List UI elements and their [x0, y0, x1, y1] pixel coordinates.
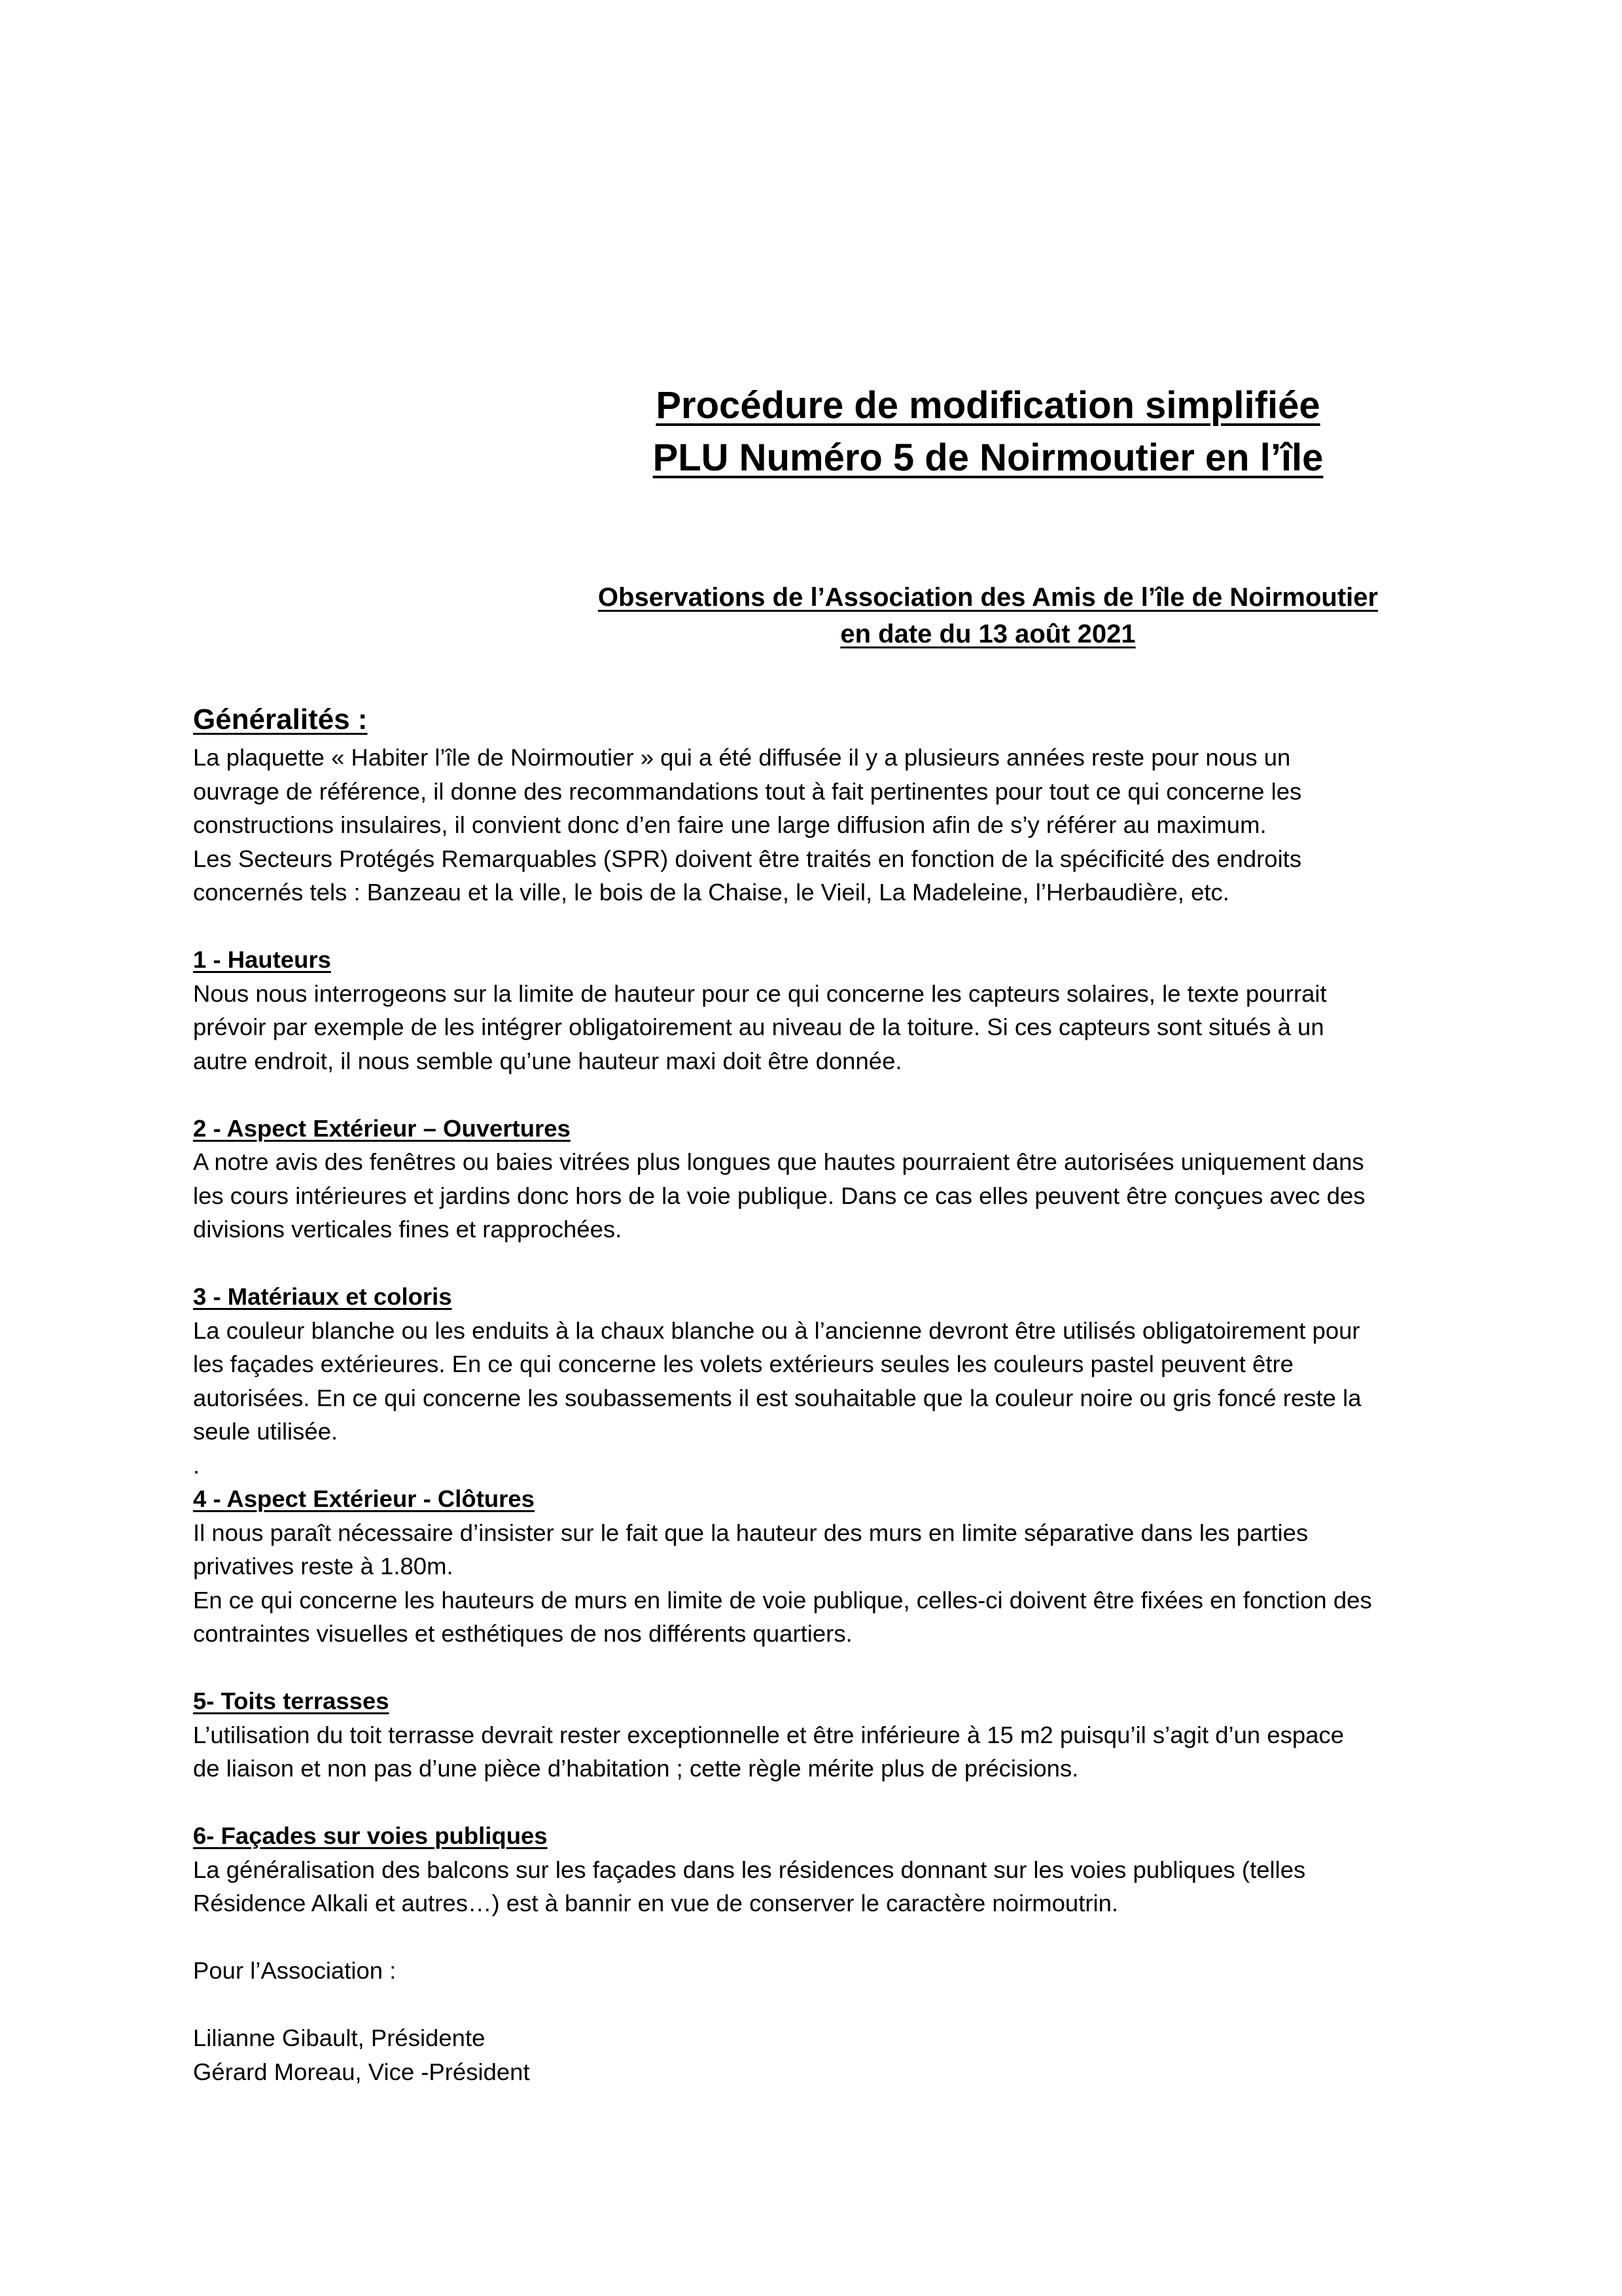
document-subtitle — [550, 579, 1426, 652]
paragraph-line: L’utilisation du toit terrasse devrait rester exceptionnelle et être inférieure à 15 m2 puisqu’il s’agit d’un espace — [193, 1721, 1345, 1748]
section-heading: 5- Toits terrasses — [193, 1687, 389, 1714]
section-toits-terrasses — [193, 1684, 1462, 1786]
section-ouvertures — [193, 1112, 1462, 1246]
paragraph-line: autorisées. En ce qui concerne les soubassements il est souhaitable que la couleur noire ou gris foncé reste la — [193, 1384, 1362, 1411]
paragraph-line: les façades extérieures. En ce qui concerne les volets extérieurs seules les couleurs pastel peuvent être — [193, 1351, 1294, 1377]
paragraph-line: prévoir par exemple de les intégrer obligatoirement au niveau de la toiture. Si ces capteurs sont situés à un — [193, 1014, 1324, 1040]
paragraph-line: contraintes visuelles et esthétiques de nos différents quartiers. — [193, 1620, 853, 1647]
paragraph-line: A notre avis des fenêtres ou baies vitrées plus longues que hautes pourraient être autorisées uniquement dans — [193, 1148, 1364, 1175]
paragraph-line: Nous nous interrogeons sur la limite de hauteur pour ce qui concerne les capteurs solaires, le texte pourrait — [193, 980, 1327, 1007]
section-heading: 3 - Matériaux et coloris — [193, 1283, 452, 1310]
section-materiaux — [193, 1280, 1462, 1482]
paragraph-line: divisions verticales fines et rapprochées. — [193, 1216, 622, 1243]
paragraph-line: La plaquette « Habiter l’île de Noirmoutier » qui a été diffusée il y a plusieurs années reste pour nous un — [193, 744, 1291, 771]
section-clotures — [193, 1482, 1462, 1651]
generalites-section — [193, 700, 1462, 910]
document-title — [628, 380, 1348, 484]
section-hauteurs — [193, 943, 1462, 1078]
paragraph-line: constructions insulaires, il convient donc d’en faire une large diffusion afin de s’y référer au maximum. — [193, 811, 1267, 838]
paragraph-line: privatives reste à 1.80m. — [193, 1553, 453, 1580]
section-facades — [193, 1819, 1462, 1920]
generalites-heading: Généralités : — [193, 703, 368, 735]
paragraph-line: La généralisation des balcons sur les façades dans les résidences donnant sur les voies publiques (telles — [193, 1856, 1306, 1883]
section-heading: 2 - Aspect Extérieur – Ouvertures — [193, 1114, 571, 1142]
paragraph-line: La couleur blanche ou les enduits à la chaux blanche ou à l’ancienne devront être utilisés obligatoirement pour — [193, 1316, 1360, 1344]
paragraph-line: seule utilisée. — [193, 1418, 338, 1445]
subtitle-line-1: Observations de l’Association des Amis de l’île de Noirmoutier — [597, 583, 1379, 612]
paragraph-line: Résidence Alkali et autres…) est à bannir en vue de conserver le caractère noirmoutrin. — [193, 1890, 1119, 1916]
signature-intro: Pour l’Association : — [193, 1957, 397, 1984]
paragraph-line: Il nous paraît nécessaire d’insister sur le fait que la hauteur des murs en limite séparative dans les parties — [193, 1519, 1309, 1546]
paragraph-line: Les Secteurs Protégés Remarquables (SPR) doivent être traités en fonction de la spécificité des endroits — [193, 845, 1302, 872]
subtitle-line-2: en date du 13 août 2021 — [840, 620, 1136, 648]
title-line-1: Procédure de modification simplifiée — [656, 384, 1320, 427]
paragraph-line: ouvrage de référence, il donne des recommandations tout à fait pertinentes pour tout ce qui concerne les — [193, 777, 1302, 805]
paragraph-line: de liaison et non pas d’une pièce d’habitation ; cette règle mérite plus de précisions. — [193, 1755, 1079, 1782]
paragraph-line: En ce qui concerne les hauteurs de murs en limite de voie publique, celles-ci doivent être fixées en fonction des — [193, 1586, 1372, 1614]
stray-dot: . — [193, 1451, 200, 1479]
title-line-2: PLU Numéro 5 de Noirmoutier en l’île — [652, 436, 1324, 479]
paragraph-line: les cours intérieures et jardins donc hors de la voie publique. Dans ce cas elles peuvent être conçues avec des — [193, 1182, 1366, 1209]
paragraph-line: autre endroit, il nous semble qu’une hauteur maxi doit être donnée. — [193, 1047, 902, 1074]
paragraph-line: concernés tels : Banzeau et la ville, le bois de la Chaise, le Vieil, La Madeleine, l’Herbaudière, etc. — [193, 879, 1229, 906]
signers-list — [193, 2021, 1462, 2089]
document-body — [193, 700, 1462, 2089]
section-heading: 4 - Aspect Extérieur - Clôtures — [193, 1485, 535, 1512]
signer-name: Gérard Moreau, Vice -Président — [193, 2058, 530, 2085]
signer-name: Lilianne Gibault, Présidente — [193, 2024, 485, 2051]
signature-block — [193, 1954, 1462, 2089]
section-heading: 1 - Hauteurs — [193, 946, 331, 973]
section-heading: 6- Façades sur voies publiques — [193, 1822, 548, 1849]
